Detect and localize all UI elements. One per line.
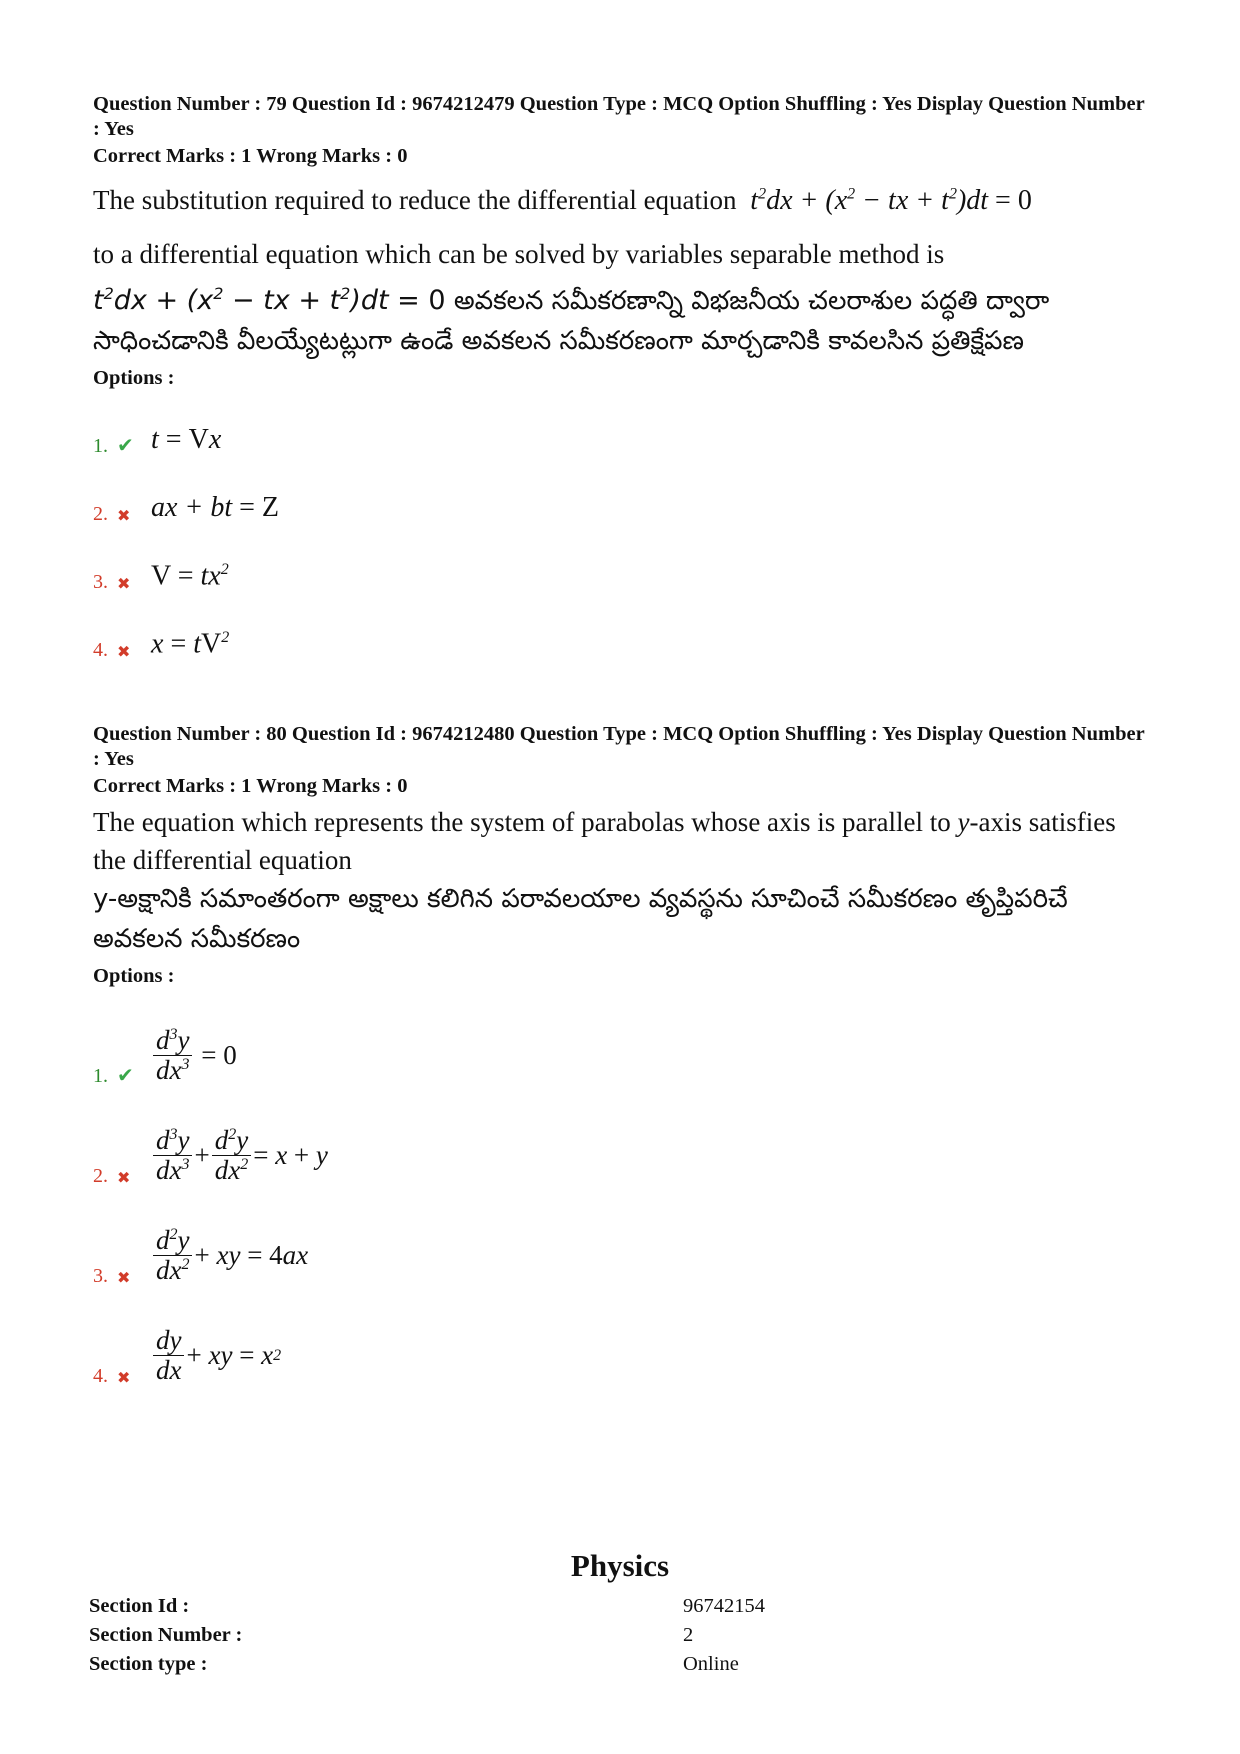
option-expression: $V = tx^2$ xyxy=(151,560,229,591)
section-type-label: Section type : xyxy=(89,1653,208,1675)
option-3 xyxy=(93,526,1153,594)
section-number-value: 2 xyxy=(683,1624,694,1646)
question-meta: Question Number : 80 Question Id : 9674212480 Question Type : MCQ Option Shuffling : Yes Display Question Number : Yes xyxy=(93,723,1145,770)
page-content xyxy=(93,92,1153,1388)
cross-icon: ✖ xyxy=(117,1170,131,1187)
question-meta: Question Number : 79 Question Id : 9674212479 Question Type : MCQ Option Shuffling : Yes Display Question Number : Yes xyxy=(93,93,1145,140)
cross-icon: ✖ xyxy=(117,644,131,661)
section-title: Physics xyxy=(570,1548,670,1583)
option-expression: $\frac{dy}{dx}$ + xy = x 2 xyxy=(151,1327,281,1388)
section-id-value: 96742154 xyxy=(683,1595,765,1617)
section-info xyxy=(89,1592,765,1679)
section-number-label: Section Number : xyxy=(89,1624,243,1646)
question-marks: Correct Marks : 1 Wrong Marks : 0 xyxy=(93,145,408,167)
option-expression: ax + bt = Z xyxy=(151,492,280,523)
section-row xyxy=(89,1621,765,1650)
option-number: 2. xyxy=(93,1165,108,1187)
option-4 xyxy=(93,1288,1153,1388)
cross-icon: ✖ xyxy=(117,508,131,525)
option-number: 4. xyxy=(93,639,108,661)
option-expression: $\frac{d^3y}{dx^3}$ = 0 xyxy=(151,1027,237,1088)
options-label: Options : xyxy=(93,965,175,987)
section-row xyxy=(89,1650,765,1679)
option-2 xyxy=(93,458,1153,526)
cross-icon: ✖ xyxy=(117,1370,131,1387)
section-row xyxy=(89,1592,765,1621)
option-1 xyxy=(93,988,1153,1088)
check-icon: ✔ xyxy=(117,435,134,457)
option-expression: $\frac{d^3y}{dx^3}$ + $\frac{d^2y}{dx^2}$ = x + y xyxy=(151,1127,328,1188)
check-icon: ✔ xyxy=(117,1065,134,1087)
option-number: 1. xyxy=(93,1065,108,1087)
question-text-telugu: y-అక్షానికి సమాంతరంగా అక్షాలు కలిగిన పరావలయాల వ్యవస్థను సూచించే సమీకరణం తృప్తిపరిచే అవకలన సమీకరణం xyxy=(93,884,1068,954)
question-text-en-1: The substitution required to reduce the differential equation xyxy=(93,185,737,215)
equation: $t^2dx + (x^2$ − tx + $t^2)dt = 0$ xyxy=(743,185,1032,216)
question-text-telugu xyxy=(93,281,1153,361)
section-id-label: Section Id : xyxy=(89,1595,190,1617)
question-79 xyxy=(93,92,1153,662)
question-text xyxy=(93,803,1153,879)
option-expression: $\frac{d^2y}{dx^2}$ + xy = 4 ax xyxy=(151,1227,308,1288)
option-expression: t = Vx xyxy=(151,424,222,455)
cross-icon: ✖ xyxy=(117,1270,131,1287)
options-label: Options : xyxy=(93,367,175,389)
cross-icon: ✖ xyxy=(117,576,131,593)
option-number: 4. xyxy=(93,1365,108,1387)
section-type-value: Online xyxy=(683,1653,739,1675)
option-number: 1. xyxy=(93,435,108,457)
option-expression: $x = tV^2$ xyxy=(151,628,230,659)
question-text xyxy=(93,173,1153,281)
question-80 xyxy=(93,722,1153,1388)
option-number: 3. xyxy=(93,1265,108,1287)
option-number: 2. xyxy=(93,503,108,525)
question-text-en-2: -axis satisfies the differential equation xyxy=(93,807,1116,875)
option-4 xyxy=(93,594,1153,662)
equation: $t^2dx + (x^2$ − tx + $t^2)dt = 0$ xyxy=(93,284,446,316)
question-text-en-2: to a differential equation which can be solved by variables separable method is xyxy=(93,239,945,269)
question-text-te: అవకలన సమీకరణాన్ని విభజనీయ చలరాశుల పద్ధతి ద్వారా సాధించడానికి వీలయ్యేటట్లుగా ఉండే అవకలన సమీకరణంగా మార్చడానికి కావలసిన ప్రతిక్షేపణ xyxy=(93,286,1050,356)
question-text-var: y xyxy=(957,807,970,837)
question-marks: Correct Marks : 1 Wrong Marks : 0 xyxy=(93,775,408,797)
option-1 xyxy=(93,390,1153,458)
question-text-en-1: The equation which represents the system of parabolas whose axis is parallel to xyxy=(93,807,951,837)
option-number: 3. xyxy=(93,571,108,593)
option-2 xyxy=(93,1088,1153,1188)
option-3 xyxy=(93,1188,1153,1288)
